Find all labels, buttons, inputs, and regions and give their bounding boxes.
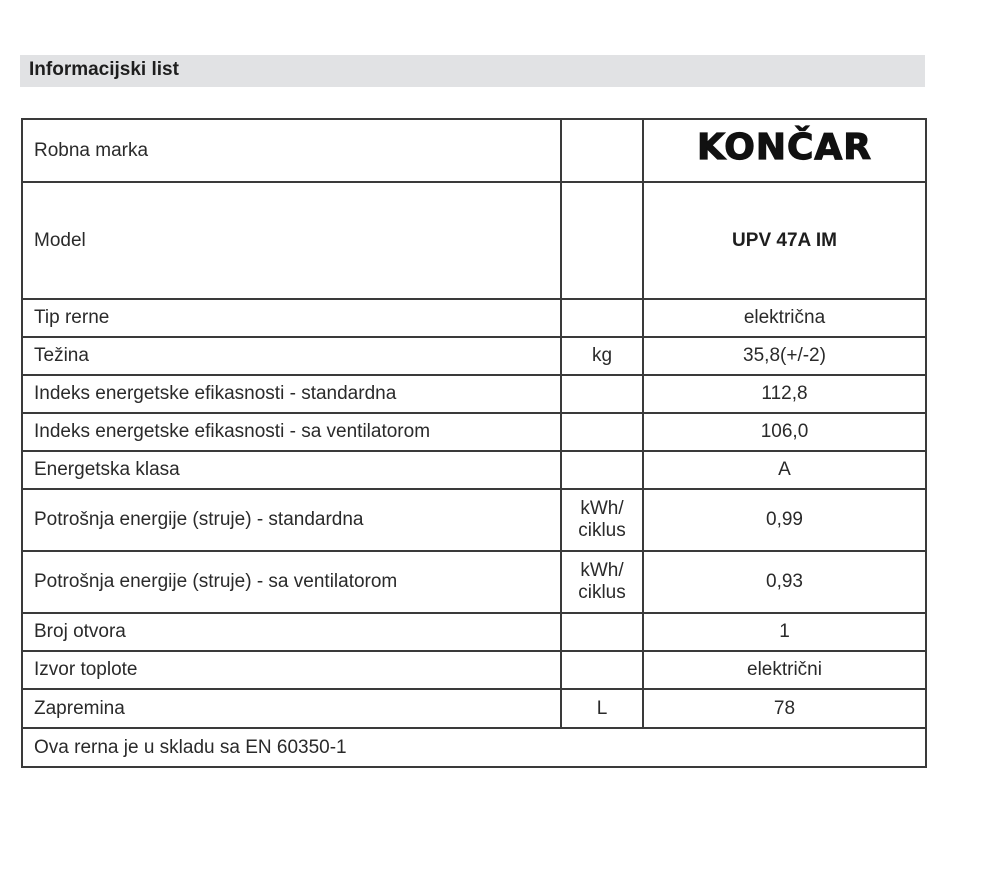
row-unit xyxy=(561,413,643,451)
row-value: 0,99 xyxy=(643,489,926,551)
table-row-brand xyxy=(22,119,926,182)
row-value: 35,8(+/-2) xyxy=(643,337,926,375)
compliance-note: Ova rerna je u skladu sa EN 60350-1 xyxy=(22,728,926,767)
product-info-table xyxy=(21,118,927,768)
table-row xyxy=(22,689,926,728)
table-row-model xyxy=(22,182,926,299)
table-row-footer xyxy=(22,728,926,767)
table-row xyxy=(22,489,926,551)
row-unit: kg xyxy=(561,337,643,375)
table-row xyxy=(22,337,926,375)
unit-line: kWh/ xyxy=(580,498,624,519)
table-row xyxy=(22,413,926,451)
section-title: Informacijski list xyxy=(29,59,179,80)
row-unit xyxy=(561,489,643,551)
table-row xyxy=(22,551,926,613)
model-name: UPV 47A IM xyxy=(732,229,837,251)
row-value xyxy=(643,182,926,299)
table-row xyxy=(22,651,926,689)
row-unit xyxy=(561,119,643,182)
row-value: 1 xyxy=(643,613,926,651)
row-unit xyxy=(561,375,643,413)
row-label: Model xyxy=(22,182,561,299)
unit-line: ciklus xyxy=(578,582,626,603)
table-row xyxy=(22,375,926,413)
row-label: Zapremina xyxy=(22,689,561,728)
row-unit xyxy=(561,551,643,613)
row-unit xyxy=(561,182,643,299)
row-unit: L xyxy=(561,689,643,728)
row-value: 0,93 xyxy=(643,551,926,613)
row-label: Težina xyxy=(22,337,561,375)
row-label: Indeks energetske efikasnosti - standardna xyxy=(22,375,561,413)
row-label: Potrošnja energije (struje) - standardna xyxy=(22,489,561,551)
row-value: 112,8 xyxy=(643,375,926,413)
row-label: Tip rerne xyxy=(22,299,561,337)
row-unit xyxy=(561,651,643,689)
unit-line: kWh/ xyxy=(580,560,624,581)
table-row xyxy=(22,299,926,337)
row-value: električni xyxy=(643,651,926,689)
row-value: električna xyxy=(643,299,926,337)
table-row xyxy=(22,451,926,489)
row-label: Indeks energetske efikasnosti - sa ventilatorom xyxy=(22,413,561,451)
row-unit xyxy=(561,613,643,651)
brand-logo xyxy=(643,119,926,182)
section-header xyxy=(20,55,925,87)
row-label: Energetska klasa xyxy=(22,451,561,489)
row-label: Broj otvora xyxy=(22,613,561,651)
unit-line: ciklus xyxy=(578,520,626,541)
row-unit xyxy=(561,299,643,337)
row-label: Izvor toplote xyxy=(22,651,561,689)
row-unit xyxy=(561,451,643,489)
row-value: 78 xyxy=(643,689,926,728)
row-value: 106,0 xyxy=(643,413,926,451)
row-label: Potrošnja energije (struje) - sa ventilatorom xyxy=(22,551,561,613)
row-value: A xyxy=(643,451,926,489)
brand-logo-text: KONČAR xyxy=(696,126,872,168)
table-row xyxy=(22,613,926,651)
row-label: Robna marka xyxy=(22,119,561,182)
